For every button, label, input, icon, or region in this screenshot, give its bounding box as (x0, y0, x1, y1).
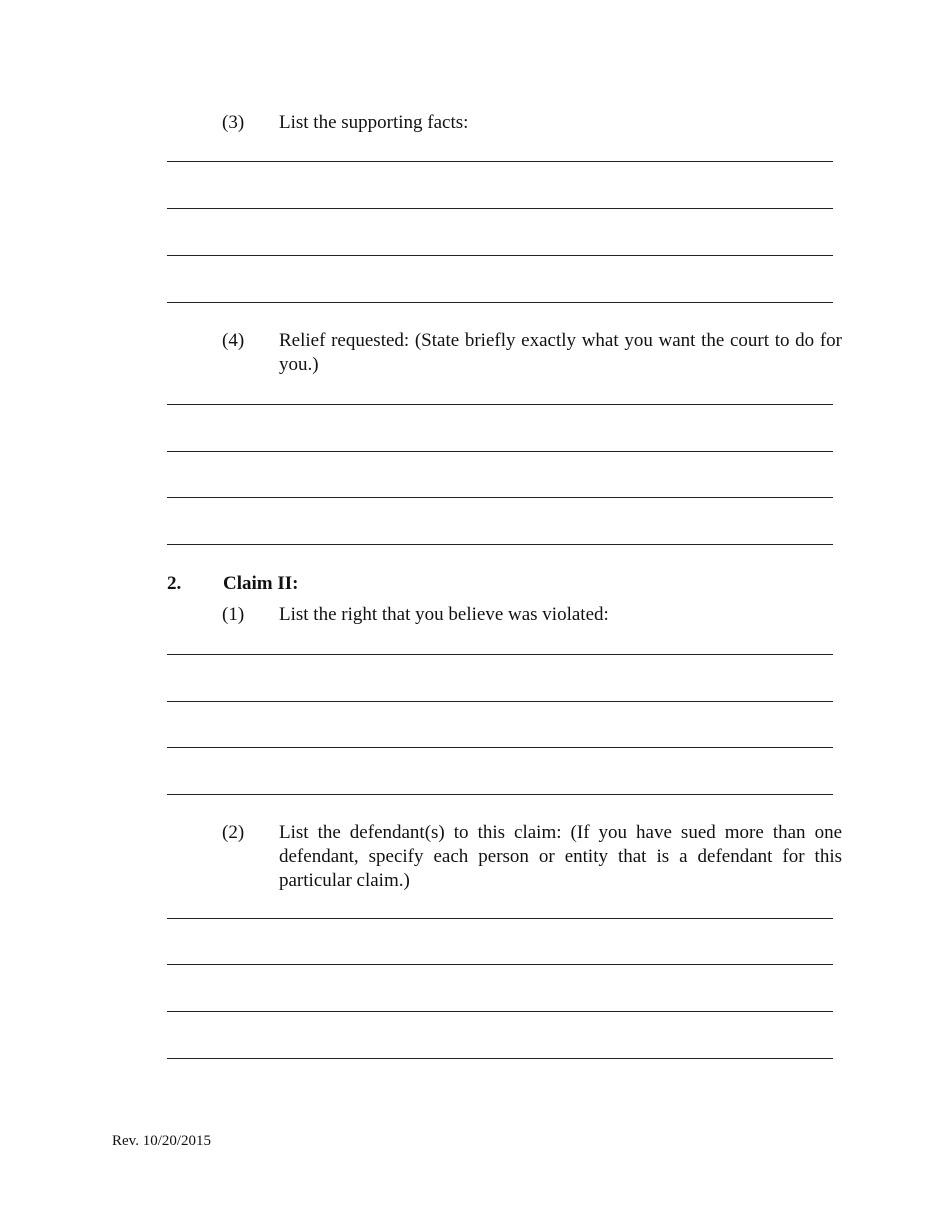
item-number: (1) (222, 604, 245, 625)
answer-line[interactable] (167, 1058, 833, 1059)
answer-line[interactable] (167, 794, 833, 795)
answer-line[interactable] (167, 544, 833, 545)
answer-line[interactable] (167, 451, 833, 452)
item-prompt: List the supporting facts: (279, 112, 469, 133)
answer-line[interactable] (167, 208, 833, 209)
answer-line[interactable] (167, 964, 833, 965)
answer-line[interactable] (167, 255, 833, 256)
item-prompt: Relief requested: (State briefly exactly what you want the court to do for you.) (279, 330, 842, 375)
right-violated-item (222, 603, 842, 627)
answer-line[interactable] (167, 918, 833, 919)
item-prompt: List the defendant(s) to this claim: (If you have sued more than one defendant, specify each person or entity that is a defendant for this particular claim.) (279, 822, 842, 891)
answer-line[interactable] (167, 404, 833, 405)
item-number: (4) (222, 330, 245, 351)
supporting-facts-item (222, 111, 842, 135)
answer-line[interactable] (167, 654, 833, 655)
section-title: Claim II: (223, 573, 299, 594)
answer-line[interactable] (167, 302, 833, 303)
item-prompt: List the right that you believe was violated: (279, 604, 609, 625)
section-number: 2. (167, 573, 182, 594)
answer-line[interactable] (167, 161, 833, 162)
item-number: (2) (222, 822, 245, 843)
defendants-item (222, 821, 842, 893)
relief-requested-item (222, 329, 842, 377)
revision-date: Rev. 10/20/2015 (112, 1133, 212, 1149)
answer-line[interactable] (167, 747, 833, 748)
answer-line[interactable] (167, 701, 833, 702)
item-number: (3) (222, 112, 245, 133)
answer-line[interactable] (167, 497, 833, 498)
answer-line[interactable] (167, 1011, 833, 1012)
